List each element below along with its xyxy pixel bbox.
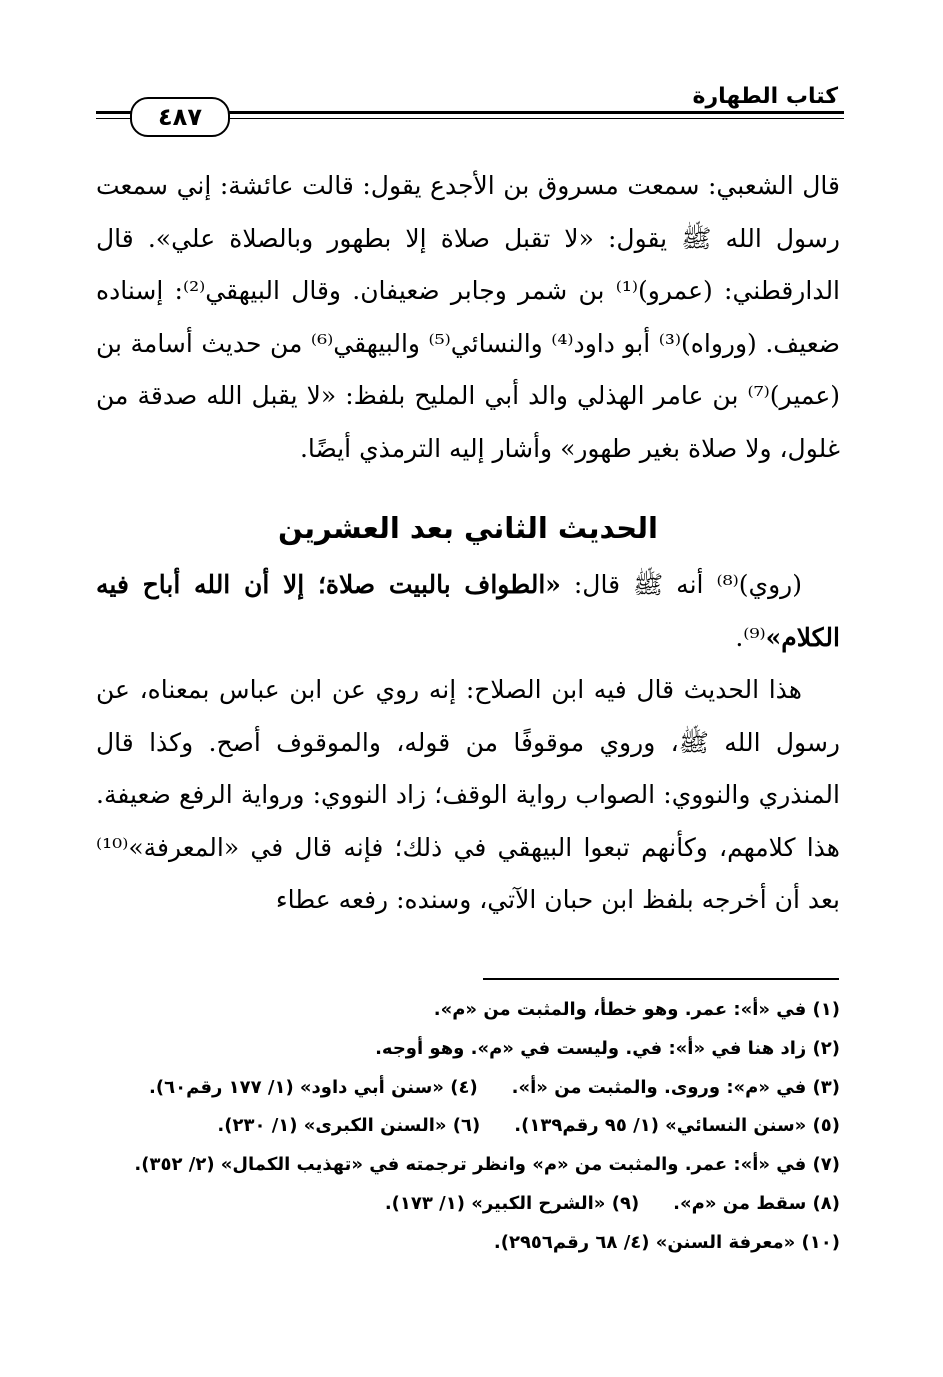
footnote-7: (٧) في «أ»: عمر. والمثبت من «م» وانظر ترجمته في «تهذيب الكمال» (٢/ ٣٥٢). [134, 1154, 840, 1176]
footnote-10: (١٠) «معرفة السنن» (٤/ ٦٨ رقم٢٩٥٦). [493, 1231, 840, 1253]
paragraph-2-end: ⁽⁹⁾. [735, 622, 766, 652]
hadith-quote: «الطواف بالبيت صلاة؛ إلا أن الله أباح فيه الكلام» [96, 570, 840, 652]
footnote-3: (٣) في «م»: وروى. والمثبت من «أ». [511, 1076, 840, 1098]
footnote-8: (٨) سقط من «م». [673, 1192, 840, 1214]
footnote-line [96, 1030, 840, 1069]
section-heading: الحديث الثاني بعد العشرين [278, 511, 658, 545]
main-text [96, 160, 840, 927]
footnote-1: (١) في «أ»: عمر. وهو خطأ، والمثبت من «م». [433, 999, 840, 1020]
paragraph-1: قال الشعبي: سمعت مسروق بن الأجدع يقول: قالت عائشة: إني سمعت رسول الله ﷺ يقول: «لا تقبل صلاة إلا بطهور وبالصلاة علي». قال الدارقطني: (عمرو)⁽¹⁾ بن شمر وجابر ضعيفان. وقال البيهقي⁽²⁾: إسناده ضعيف. (ورواه)⁽³⁾ أبو داود⁽⁴⁾ والنسائي⁽⁵⁾ والبيهقي⁽⁶⁾ من حديث أسامة بن (عمير)⁽⁷⁾ بن عامر الهذلي والد أبي المليح بلفظ: «لا يقبل الله صدقة من غلول، ولا صلاة بغير طهور» وأشار إليه الترمذي أيضًا. [96, 171, 841, 463]
footnote-line [96, 1185, 840, 1224]
footnote-5: (٥) «سنن النسائي» (١/ ٩٥ رقم١٣٩). [514, 1115, 840, 1137]
footnote-6: (٦) «السنن الكبرى» (١/ ٢٣٠). [217, 1115, 481, 1137]
footnote-line [96, 1107, 840, 1146]
page-header [96, 80, 844, 140]
footnote-9: (٩) «الشرح الكبير» (١/ ١٧٣). [384, 1192, 640, 1214]
footnote-separator [483, 978, 839, 980]
footnote-line [96, 1224, 840, 1263]
footnote-4: (٤) «سنن أبي داود» (١/ ١٧٧ رقم٦٠). [149, 1076, 478, 1098]
footnote-line [96, 1146, 840, 1185]
page-number: ٤٨٧ [130, 97, 230, 137]
footnote-line [96, 1069, 840, 1108]
paragraph-3: هذا الحديث قال فيه ابن الصلاح: إنه روي عن ابن عباس بمعناه، عن رسول الله ﷺ، وروي موقوفًا من قوله، والموقوف أصح. وكذا قال المنذري والنووي: الصواب رواية الوقف؛ زاد النووي: ورواية الرفع ضعيفة. هذا كلامهم، وكأنهم تبعوا البيهقي في ذلك؛ فإنه قال في «المعرفة»⁽¹⁰⁾ بعد أن أخرجه بلفظ ابن حبان الآتي، وسنده: رفعه عطاء [96, 675, 840, 914]
paragraph-2 [96, 559, 840, 664]
paragraph-2-intro: (روي)⁽⁸⁾ أنه ﷺ قال: [560, 570, 802, 599]
footnote-2: (٢) زاد هنا في «أ»: في. وليست في «م». وهو أوجه. [375, 1037, 840, 1059]
footnotes [96, 991, 840, 1263]
book-title: كتاب الطهارة [692, 84, 838, 109]
footnote-line [96, 991, 840, 1030]
